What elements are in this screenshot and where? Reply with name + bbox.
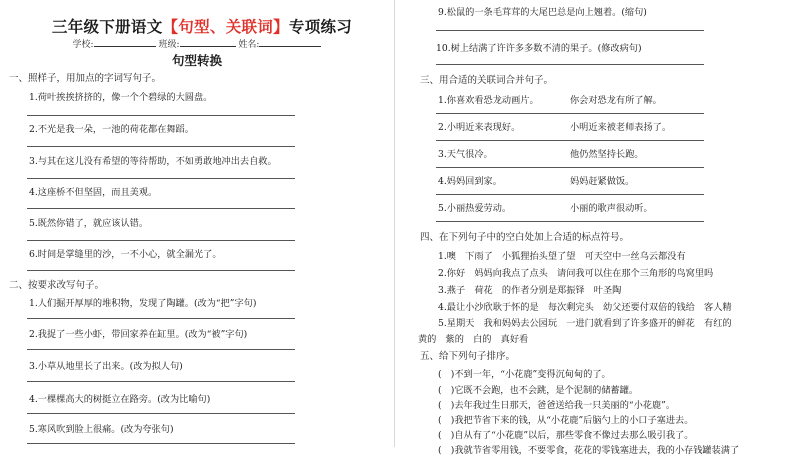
s2-item-4: 4.一棵棵高大的树挺立在路旁。(改为比喻句): [29, 394, 211, 405]
worksheet-title: [12, 15, 392, 37]
s5-item-1: ( )不到一年，“小花鹿”变得沉甸甸的了。: [438, 369, 611, 380]
answer-line[interactable]: [436, 167, 704, 168]
s3-item-3a: 3.天气很冷。: [438, 149, 493, 160]
answer-line[interactable]: [27, 443, 295, 444]
answer-line[interactable]: [27, 413, 295, 414]
s1-item-5: 5.既然你错了，就应该认错。: [29, 218, 149, 229]
title-main: 三年级下册语文: [51, 18, 163, 36]
name-blank: [259, 38, 321, 47]
name-label: 姓名:: [238, 40, 260, 50]
title-highlight: 【句型、关联词】: [162, 18, 289, 36]
s3-item-3b: 他仍然坚持长跑。: [570, 149, 644, 160]
class-label: 班级:: [158, 40, 180, 50]
answer-line[interactable]: [436, 194, 704, 195]
answer-line[interactable]: [436, 64, 704, 65]
s3-item-4b: 妈妈赶紧做饭。: [570, 176, 635, 187]
section-2-heading: 二、按要求改写句子。: [9, 280, 105, 291]
section-1-heading: 一、照样子，用加点的字词写句子。: [9, 73, 162, 84]
section-5-heading: 五、给下列句子排序。: [420, 351, 516, 362]
left-page: [0, 0, 394, 447]
answer-line[interactable]: [27, 208, 295, 209]
right-page: [394, 0, 790, 456]
answer-line[interactable]: [27, 318, 295, 319]
s3-item-2a: 2.小明近来表现好。: [438, 122, 521, 133]
answer-line[interactable]: [27, 146, 295, 147]
s5-item-2: ( )它既不会跑，也不会跳，是个泥制的储蓄罐。: [438, 385, 639, 396]
s3-item-5b: 小丽的歌声很动听。: [570, 203, 653, 214]
s3-item-4a: 4.妈妈回到家。: [438, 176, 502, 187]
student-info-row: [0, 37, 394, 50]
s2-item-5: 5.寒风吹到脸上很痛。(改为夸张句): [29, 424, 174, 435]
s1-item-2: 2.不光是我一朵，一池的荷花都在舞蹈。: [29, 124, 194, 135]
s3-item-1a: 1.你喜欢看恐龙动画片。: [438, 95, 539, 106]
s4-item-5-cont: 黄的 紫的 白的 真好看: [418, 334, 529, 345]
title-suffix: 专项练习: [288, 18, 353, 36]
s4-item-3: 3.燕子 荷花 的作者分别是郑振铎 叶圣陶: [438, 285, 622, 296]
s4-item-4: 4.最让小沙欣耿于怀的是 每次剩完头 幼父还要付双倍的钱给 客人精: [438, 302, 732, 313]
s4-item-1: 1.噢 下雨了 小狐狸抬头望了望 可天空中一丝乌云都没有: [438, 251, 686, 262]
s4-item-5: 5.星期天 我和妈妈去公园玩 一进门就看到了许多盛开的鲜花 有红的: [438, 318, 732, 329]
answer-line[interactable]: [27, 178, 295, 179]
s1-item-4: 4.这座桥不但坚固，而且美观。: [29, 187, 158, 198]
answer-line[interactable]: [436, 30, 704, 31]
answer-line[interactable]: [436, 140, 704, 141]
answer-line[interactable]: [436, 113, 704, 114]
answer-line[interactable]: [27, 270, 295, 271]
class-blank: [180, 38, 236, 47]
section-subtitle: 句型转换: [171, 53, 222, 68]
school-label: 学校:: [72, 40, 94, 50]
r-item-9: 9.松鼠的一条毛茸茸的大尾巴总是向上翘着。(缩句): [438, 7, 647, 18]
answer-line[interactable]: [27, 240, 295, 241]
section-4-heading: 四、在下列句子中的空白处加上合适的标点符号。: [420, 232, 630, 243]
s2-item-3: 3.小草从地里长了出来。(改为拟人句): [29, 361, 183, 372]
s1-item-1: 1.荷叶挨挨挤挤的，像一个个碧绿的大圆盘。: [29, 92, 213, 103]
s3-item-1b: 你会对恐龙有所了解。: [570, 95, 662, 106]
school-blank: [94, 38, 156, 47]
s3-item-2b: 小明近来被老师表扬了。: [570, 122, 672, 133]
s4-item-2: 2.你好 妈妈向我点了点头 请问我可以住在那个三角形的鸟窝里吗: [438, 268, 714, 279]
answer-line[interactable]: [27, 349, 295, 350]
s1-item-3: 3.与其在这儿没有希望的等待帮助，不如勇敢地冲出去自救。: [29, 156, 277, 167]
answer-line[interactable]: [27, 381, 295, 382]
s2-item-2: 2.我捉了一些小虾，带回家养在缸里。(改为“被”字句): [29, 329, 248, 340]
s5-item-3: ( )去年我过生日那天，爸爸送给我一只美丽的“小花鹿”。: [438, 400, 676, 411]
s5-item-5: ( )自从有了“小花鹿”以后，那些零食不像过去那么吸引我了。: [438, 430, 694, 441]
s3-item-5a: 5.小丽热爱劳动。: [438, 203, 512, 214]
s5-item-4: ( )我把节省下来的钱，从“小花鹿”后脑勺上的小口子塞进去。: [438, 415, 694, 426]
s2-item-1: 1.人们掘开厚厚的堆积物，发现了陶罐。(改为“把”字句): [29, 298, 257, 309]
s1-item-6: 6.时间是掌缝里的沙，一不小心，就全漏光了。: [29, 249, 222, 260]
section-3-heading: 三、用合适的关联词合并句子。: [420, 75, 554, 86]
answer-line[interactable]: [436, 221, 704, 222]
r-item-10: 10.树上结满了许许多多数不清的果子。(修改病句): [436, 43, 642, 54]
s5-item-6: ( )我就节省零用钱，不要零食，花花的零钱塞进去，我的小存钱罐装满了: [438, 445, 740, 456]
answer-line[interactable]: [27, 115, 295, 116]
